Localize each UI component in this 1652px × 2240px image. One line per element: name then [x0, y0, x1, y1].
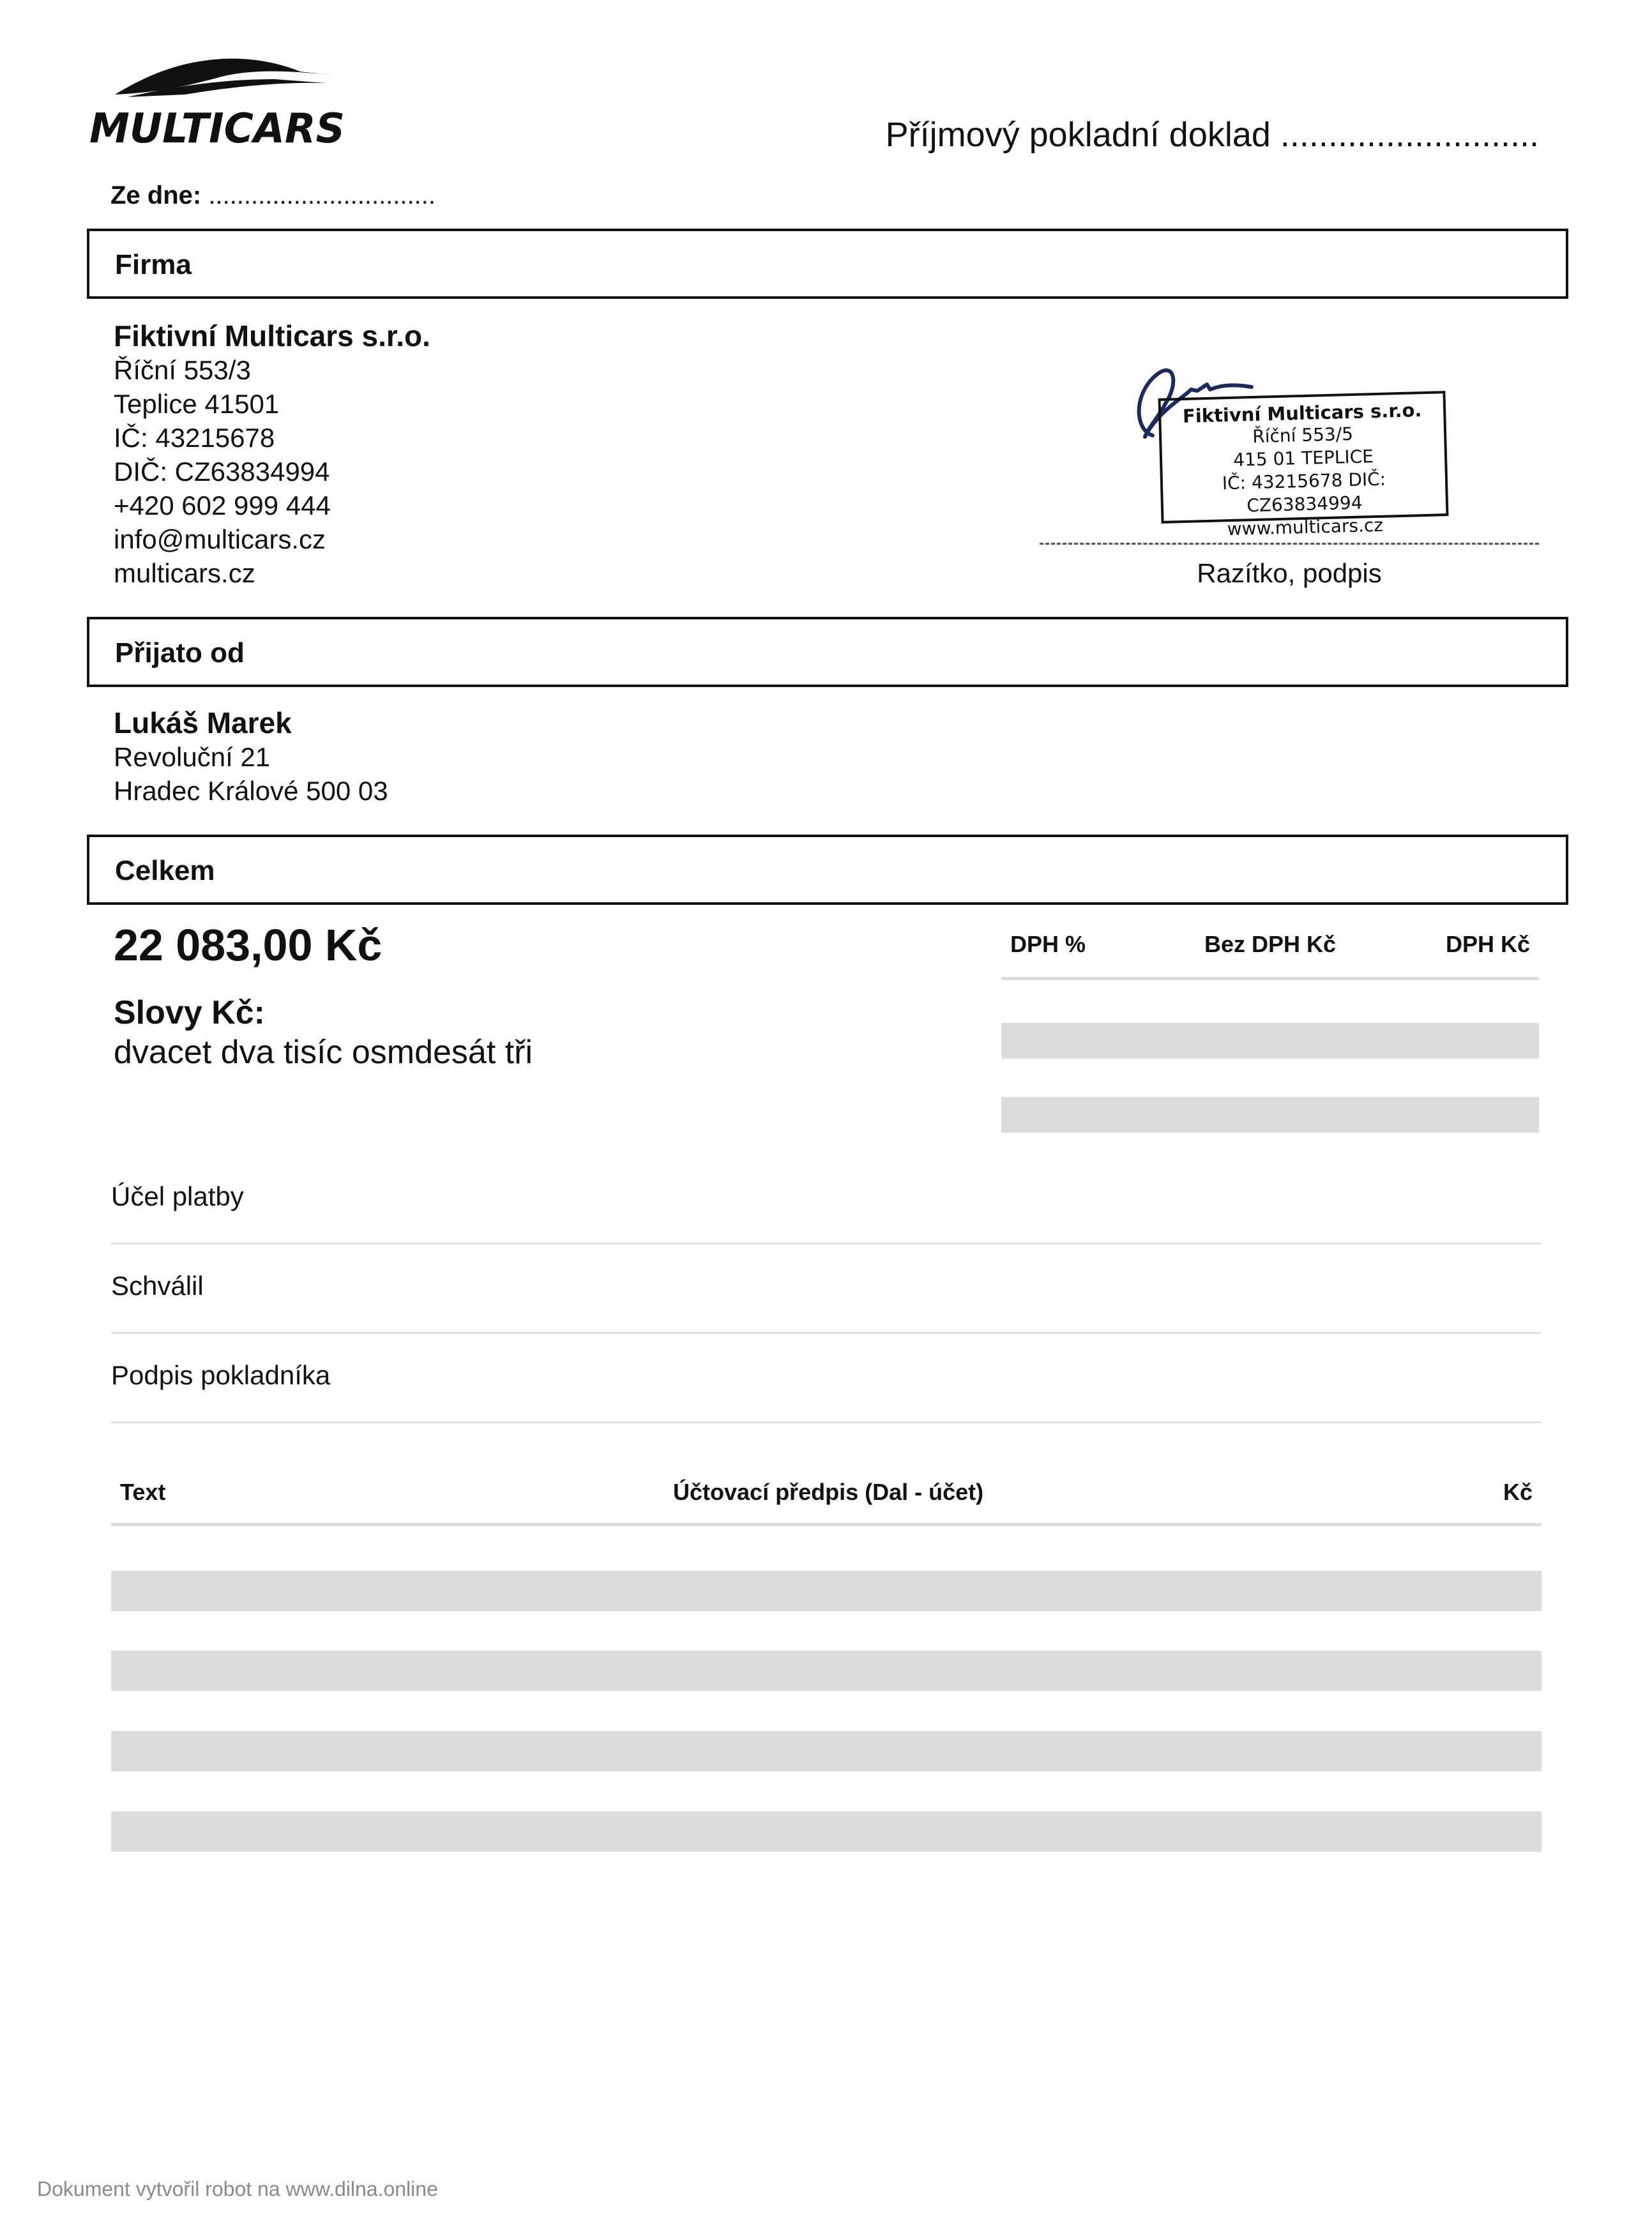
- approved-line: [111, 1332, 1542, 1334]
- stamp-line-5: www.multicars.cz: [1227, 514, 1384, 540]
- vat-table-row: [1001, 1023, 1539, 1059]
- multicars-logo: [89, 50, 358, 152]
- payer-name: Lukáš Marek: [114, 706, 292, 739]
- vat-table-header: [1001, 931, 1539, 957]
- accounting-table-row: [111, 1731, 1542, 1771]
- document-title: Příjmový pokladní doklad ...........................: [885, 116, 1539, 154]
- vat-table-row: [1001, 1097, 1539, 1133]
- firm-web: multicars.cz: [114, 558, 255, 588]
- section-title-firma: Firma: [115, 249, 192, 280]
- stamp-line-4: IČ: 43215678 DIČ: CZ63834994: [1222, 468, 1386, 517]
- amount-in-words: dvacet dva tisíc osmdesát tři: [114, 1034, 533, 1071]
- stamp-line-2: Říční 553/5: [1252, 423, 1354, 448]
- cashier-signature-label: Podpis pokladníka: [111, 1360, 331, 1390]
- section-title-total: Celkem: [115, 855, 215, 886]
- vat-table-rule: [1001, 977, 1539, 980]
- payer-address: [114, 706, 388, 808]
- section-firma: [87, 229, 1568, 299]
- purpose-line: [111, 1243, 1542, 1245]
- vat-col-net: Bez DPH Kč: [1204, 931, 1337, 957]
- firm-street: Říční 553/3: [114, 355, 251, 385]
- car-silhouette-icon: [115, 59, 332, 95]
- purpose-label: Účel platby: [111, 1181, 244, 1211]
- stamp-caption: Razítko, podpis: [1197, 558, 1382, 588]
- total-amount: 22 083,00 Kč: [114, 920, 383, 970]
- firm-ic: IČ: 43215678: [114, 423, 275, 453]
- signature-line: [1040, 543, 1539, 545]
- vat-col-rate: DPH %: [1010, 931, 1086, 957]
- firm-dic: DIČ: CZ63834994: [114, 457, 330, 487]
- accounting-table-rule: [111, 1523, 1542, 1526]
- firm-city: Teplice 41501: [114, 389, 280, 419]
- payer-street: Revoluční 21: [114, 742, 271, 772]
- company-stamp: [1158, 391, 1449, 540]
- logo-text: MULTICARS: [89, 105, 345, 152]
- firm-phone: +420 602 999 444: [114, 490, 331, 520]
- accounting-table-row: [111, 1812, 1542, 1852]
- accounting-table-row: [111, 1651, 1542, 1691]
- accounting-col-posting: Účtovací předpis (Dal - účet): [673, 1479, 984, 1505]
- stamp-line-3: 415 01 TEPLICE: [1232, 446, 1374, 471]
- date-value: ................................: [201, 181, 436, 209]
- approved-label: Schválil: [111, 1271, 204, 1301]
- section-total: [87, 835, 1568, 905]
- accounting-table-row: [111, 1571, 1542, 1611]
- cashier-signature-line: [111, 1421, 1542, 1423]
- firm-address: [114, 319, 430, 590]
- payer-city: Hradec Králové 500 03: [114, 776, 388, 806]
- firm-email: info@multicars.cz: [114, 524, 326, 554]
- section-received-from: [87, 617, 1568, 687]
- accounting-col-amount: Kč: [1503, 1479, 1533, 1505]
- section-title-received-from: Přijato od: [115, 637, 245, 669]
- amount-in-words-label: Slovy Kč:: [114, 994, 265, 1031]
- footer-note: Dokument vytvořil robot na www.dilna.online: [37, 2177, 438, 2200]
- date-line: [110, 181, 436, 210]
- stamp-line-1: Fiktivní Multicars s.r.o.: [1182, 399, 1422, 427]
- accounting-table-header: [111, 1479, 1542, 1507]
- firm-name: Fiktivní Multicars s.r.o.: [114, 319, 430, 352]
- vat-col-vat: DPH Kč: [1445, 931, 1530, 957]
- accounting-col-text: Text: [120, 1479, 166, 1505]
- date-label: Ze dne:: [110, 181, 202, 209]
